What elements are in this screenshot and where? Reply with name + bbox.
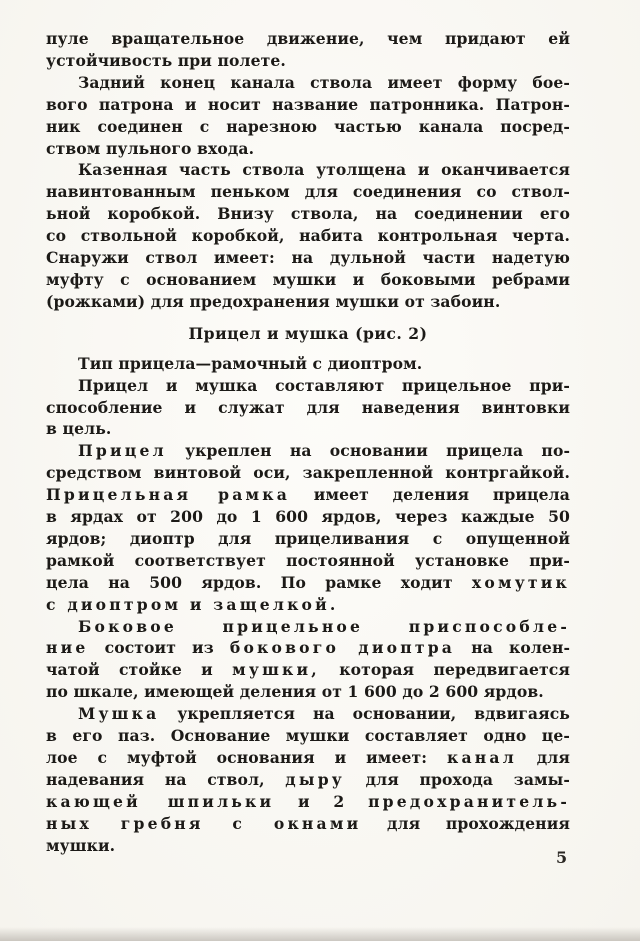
- text-line: [46, 703, 570, 725]
- spaced-term: с диоптром и защелкой.: [46, 594, 339, 614]
- text-fragment: укреплен на основании прицела по-: [185, 441, 571, 461]
- text-line: средством винтовой оси, закрепленной контргайкой.: [46, 463, 570, 483]
- text-fragment: имеет деления прицела: [313, 485, 570, 505]
- text-line: ством пульного входа.: [46, 138, 255, 158]
- text-fragment: укрепляется на основании, вдвигаясь: [177, 704, 570, 724]
- spaced-term: мушки,: [232, 660, 320, 680]
- paragraph-8: [46, 703, 570, 856]
- spaced-term: канал: [447, 748, 517, 767]
- text-line: [46, 813, 570, 835]
- spaced-term: ние: [46, 638, 89, 658]
- text-fragment: для прохождения: [387, 813, 570, 833]
- text-line: пуле вращательное движение, чем придают ей: [46, 29, 570, 48]
- text-fragment: для: [536, 748, 571, 767]
- text-line: Задний конец канала ствола имеет форму боe-: [78, 72, 570, 92]
- section-heading: Прицел и мушка (рис. 2): [188, 323, 428, 343]
- text-line: [46, 594, 570, 616]
- text-line: мушки.: [46, 835, 116, 855]
- spaced-term: кающей шпильки: [46, 791, 275, 811]
- text-line: [46, 747, 570, 769]
- spaced-term: хомутик: [471, 572, 570, 592]
- spaced-term: Мушка: [78, 704, 160, 724]
- text-line: в ярдах от 200 до 1 600 ярдов, через каждые 50: [46, 507, 570, 527]
- paragraph-2: [46, 72, 570, 160]
- text-line: [46, 659, 570, 681]
- paragraph-1: [46, 28, 570, 72]
- text-line: [46, 440, 570, 462]
- spaced-term: Прицельная рамка: [46, 485, 291, 505]
- paragraph-5: [46, 375, 570, 441]
- text-line: рамкой соответствует постоянной установке при-: [46, 550, 570, 570]
- text-line: устойчивость при полете.: [46, 50, 286, 70]
- text-line: [46, 616, 570, 638]
- text-line: Прицел и мушка составляют прицельное при-: [78, 375, 570, 395]
- spaced-term: ных гребня с окнами: [46, 813, 362, 833]
- text-line: Тип прицела—рамочный с диоптром.: [78, 353, 423, 373]
- text-line: муфту с основанием мушки и боковыми ребрами: [46, 269, 570, 289]
- scan-edge-shadow: [0, 927, 640, 941]
- text-fragment: которая передвигается: [339, 660, 570, 680]
- text-fragment: для прохода замы-: [365, 769, 570, 789]
- paragraph-7: [46, 616, 570, 704]
- text-line: [46, 791, 570, 813]
- text-line: [46, 484, 570, 506]
- text-line: в цель.: [46, 419, 112, 439]
- text-fragment: чатой стойке и: [46, 660, 213, 680]
- text-line: ьной коробкой. Внизу ствола, на соединении его: [46, 204, 570, 224]
- paragraph-3: [46, 159, 570, 312]
- text-fragment: и 2: [298, 791, 345, 811]
- text-line: Казенная часть ствола утолщена и оканчивается: [78, 160, 570, 180]
- spaced-term: Прицел: [78, 441, 167, 461]
- spaced-term: Боковое прицельное приспособле-: [78, 616, 570, 636]
- text-line: вого патрона и носит название патронника. Патрон-: [46, 94, 570, 114]
- paragraph-4: [46, 353, 570, 375]
- document-body: [46, 28, 570, 857]
- text-fragment: надевания на ствол,: [46, 769, 265, 789]
- spaced-term: предохранитель-: [368, 791, 571, 811]
- text-line: ник соединен с нарезною частью канала посред-: [46, 116, 570, 136]
- paragraph-6: [46, 440, 570, 615]
- text-line: со ствольной коробкой, набита контрольная черта.: [46, 226, 570, 246]
- text-line: [46, 572, 570, 594]
- text-fragment: на колен-: [471, 638, 571, 658]
- text-line: Снаружи ствол имеет: на дульной части надетую: [46, 248, 570, 268]
- spaced-term: дыру: [285, 769, 345, 789]
- text-line: [46, 637, 570, 659]
- text-line: ярдов; диоптр для прицеливания с опущенной: [46, 528, 570, 548]
- text-line: в его паз. Основание мушки составляет одно це-: [46, 726, 570, 746]
- text-line: (рожками) для предохранения мушки от забоин.: [46, 291, 501, 311]
- spaced-term: бокового диоптра: [229, 638, 456, 658]
- text-line: навинтованным пеньком для соединения со ствол-: [46, 182, 570, 202]
- text-fragment: цела на 500 ярдов. По рамке ходит: [46, 572, 453, 592]
- text-line: по шкале, имеющей деления от 1 600 до 2 600 ярдов.: [46, 682, 544, 702]
- text-line: [46, 769, 570, 791]
- text-fragment: состоит из: [104, 638, 214, 658]
- page-number: 5: [556, 848, 568, 867]
- text-line: способление и служат для наведения винтовки: [46, 397, 570, 417]
- text-fragment: лое с муфтой основания и имеет:: [46, 748, 428, 767]
